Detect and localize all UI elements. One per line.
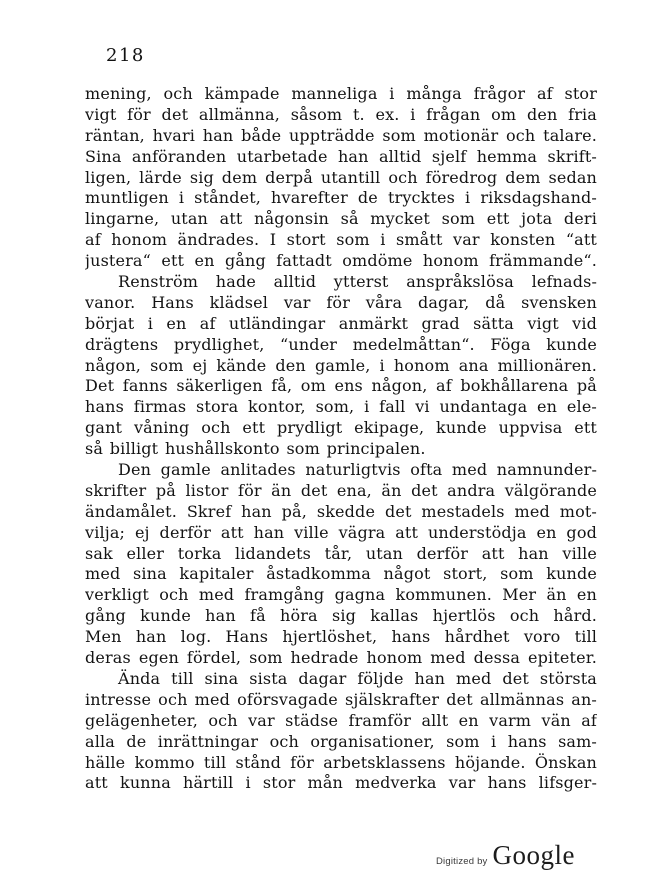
digitized-by-label: Digitized by: [436, 856, 488, 867]
text-line: ligen, lärde sig dem derpå utantill och föredrog dem sedan: [85, 167, 597, 187]
text-line: Sina anföranden utarbetade han alltid sjelf hemma skrift-: [85, 146, 597, 166]
text-line: Den gamle anlitades naturligtvis ofta med namnunder-: [118, 460, 597, 480]
text-line: drägtens prydlighet, “under medelmåttan“. Föga kunde: [85, 334, 597, 354]
text-line: Men han log. Hans hjertlöshet, hans hårdhet voro till: [85, 627, 597, 647]
text-line: skrifter på listor för än det ena, än det andra välgörande: [85, 480, 597, 500]
text-line: att kunna härtill i stor mån medverka var hans lifsger-: [85, 773, 597, 793]
text-line: Det fanns säkerligen få, om ens någon, af bokhållarena på: [85, 376, 597, 396]
text-line: sak eller torka lidandets tår, utan derför att han ville: [85, 543, 597, 563]
digitized-by-google: [436, 840, 575, 871]
text-line: alla de inrättningar och organisationer, som i hans sam-: [85, 731, 597, 751]
text-line: mening, och kämpade manneliga i många frågor af stor: [85, 84, 597, 103]
page-number: 218: [106, 45, 145, 66]
text-line: justera“ ett en gång fattadt omdöme honom främmande“.: [85, 251, 597, 271]
text-line: gant våning och ett prydligt ekipage, kunde uppvisa ett: [85, 418, 597, 438]
text-line: hans firmas stora kontor, som, i fall vi undantaga en ele-: [85, 397, 597, 417]
text-line: med sina kapitaler åstadkomma något stort, som kunde: [85, 564, 597, 584]
text-line: börjat i en af utländingar anmärkt grad sätta vigt vid: [85, 313, 597, 333]
text-line: af honom ändrades. I stort som i smått var konsten “att: [85, 230, 597, 250]
text-line: verkligt och med framgång gagna kommunen. Mer än en: [85, 585, 597, 605]
text-line: så billigt hushållskonto som principalen.: [85, 439, 426, 459]
text-line: vigt för det allmänna, såsom t. ex. i frågan om den fria: [85, 104, 597, 124]
text-line: vanor. Hans klädsel var för våra dagar, då svensken: [85, 292, 597, 312]
text-line: deras egen fördel, som hedrade honom med dessa epiteter.: [85, 648, 597, 668]
text-line: lingarne, utan att någonsin så mycket som ett jota deri: [85, 209, 597, 229]
text-line: hälle kommo till stånd för arbetsklassens höjande. Önskan: [85, 752, 597, 772]
text-line: gelägenheter, och var städse framför allt en varm vän af: [85, 710, 597, 730]
text-line: räntan, hvari han både uppträdde som motionär och talare.: [85, 125, 597, 145]
text-line: muntligen i ståndet, hvarefter de trycktes i riksdagshand-: [85, 188, 597, 208]
text-line: intresse och med oförsvagade själskrafter det allmännas an-: [85, 689, 597, 709]
body-text: [85, 84, 597, 794]
text-line: gång kunde han få höra sig kallas hjertlös och hård.: [85, 606, 597, 626]
text-line: Ända till sina sista dagar följde han med det största: [118, 668, 597, 688]
text-line: ändamålet. Skref han på, skedde det mestadels med mot-: [85, 501, 597, 521]
text-line: någon, som ej kände den gamle, i honom ana millionären.: [85, 355, 597, 375]
text-line: vilja; ej derför att han ville vägra att understödja en god: [85, 522, 597, 542]
google-logo: Google: [492, 840, 575, 870]
text-line: Renström hade alltid ytterst anspråkslösa lefnads-: [118, 272, 597, 292]
